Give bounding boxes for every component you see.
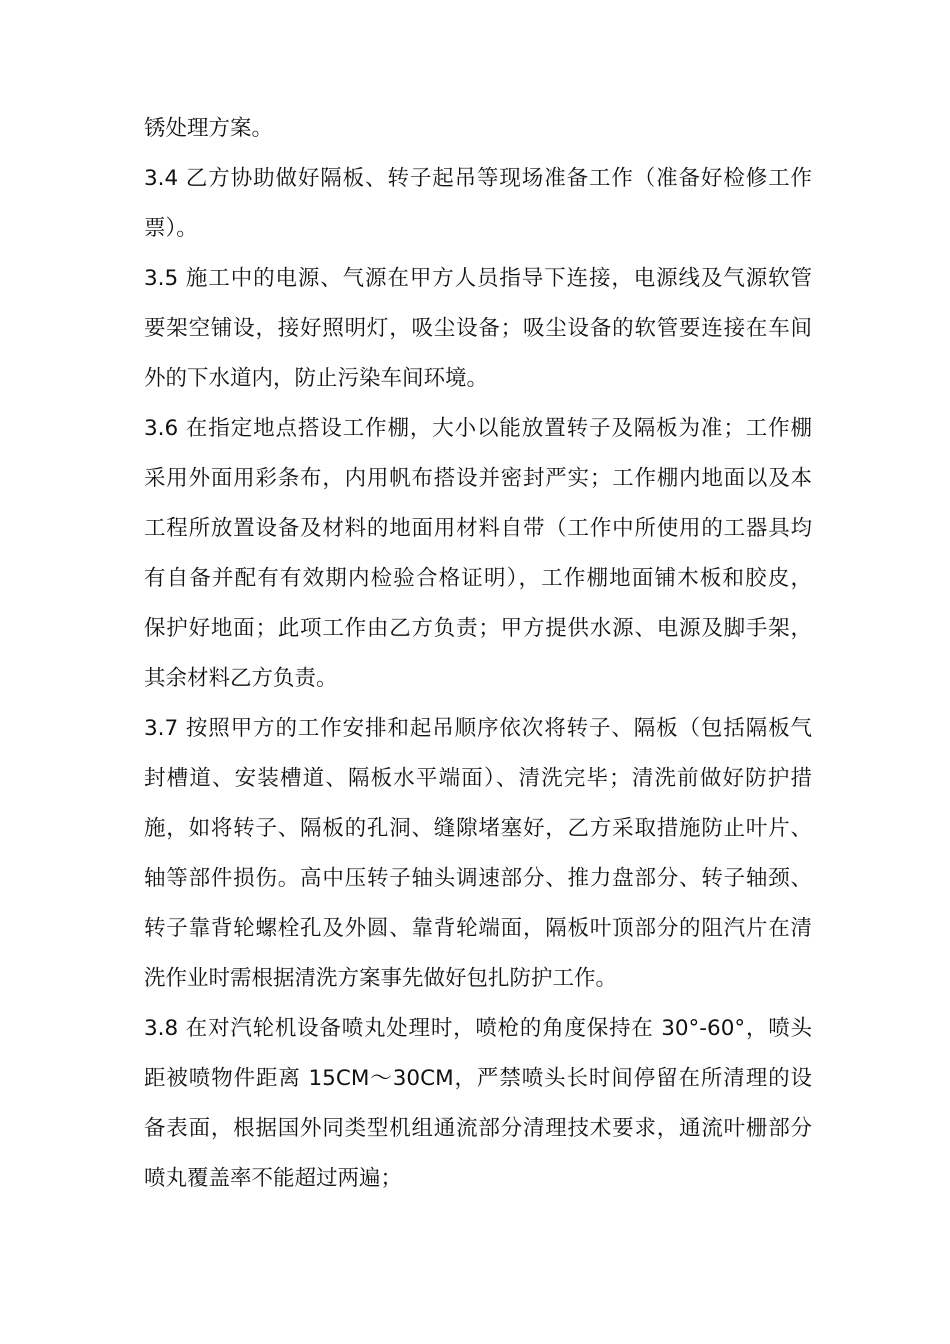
text-line: 施，如将转子、隔板的孔洞、缝隙堵塞好，乙方采取措施防止叶片、	[144, 816, 812, 841]
text-line: 票）。	[144, 216, 198, 241]
text-line: 采用外面用彩条布，内用帆布搭设并密封严实；工作棚内地面以及本	[144, 466, 812, 491]
text-line: 封槽道、安装槽道、隔板水平端面）、清洗完毕；清洗前做好防护措	[144, 766, 812, 791]
text-line: 3.5 施工中的电源、气源在甲方人员指导下连接，电源线及气源软管	[144, 266, 812, 291]
text-line: 有自备并配有有效期内检验合格证明），工作棚地面铺木板和胶皮，	[144, 566, 812, 591]
text-line: 其余材料乙方负责。	[144, 666, 338, 691]
text-line: 3.8 在对汽轮机设备喷丸处理时，喷枪的角度保持在 30°-60°，喷头	[144, 1016, 812, 1041]
text-line: 要架空铺设，接好照明灯，吸尘设备；吸尘设备的软管要连接在车间	[144, 316, 812, 341]
text-line: 3.6 在指定地点搭设工作棚，大小以能放置转子及隔板为准；工作棚	[144, 416, 812, 441]
text-line: 锈处理方案。	[144, 116, 274, 141]
text-line: 保护好地面；此项工作由乙方负责；甲方提供水源、电源及脚手架，	[144, 616, 812, 641]
text-line: 工程所放置设备及材料的地面用材料自带（工作中所使用的工器具均	[144, 516, 812, 541]
text-line: 距被喷物件距离 15CM～30CM，严禁喷头长时间停留在所清理的设	[144, 1066, 812, 1091]
text-line: 3.7 按照甲方的工作安排和起吊顺序依次将转子、隔板（包括隔板气	[144, 716, 812, 741]
text-line: 备表面，根据国外同类型机组通流部分清理技术要求，通流叶栅部分	[144, 1116, 812, 1141]
text-line: 轴等部件损伤。高中压转子轴头调速部分、推力盘部分、转子轴颈、	[144, 866, 812, 891]
text-line: 转子靠背轮螺栓孔及外圆、靠背轮端面，隔板叶顶部分的阻汽片在清	[144, 916, 812, 941]
document-body	[144, 104, 812, 1204]
text-line: 洗作业时需根据清洗方案事先做好包扎防护工作。	[144, 966, 618, 991]
text-line: 3.4 乙方协助做好隔板、转子起吊等现场准备工作（准备好检修工作	[144, 166, 812, 191]
text-line: 外的下水道内，防止污染车间环境。	[144, 366, 489, 391]
text-line: 喷丸覆盖率不能超过两遍；	[144, 1166, 403, 1191]
